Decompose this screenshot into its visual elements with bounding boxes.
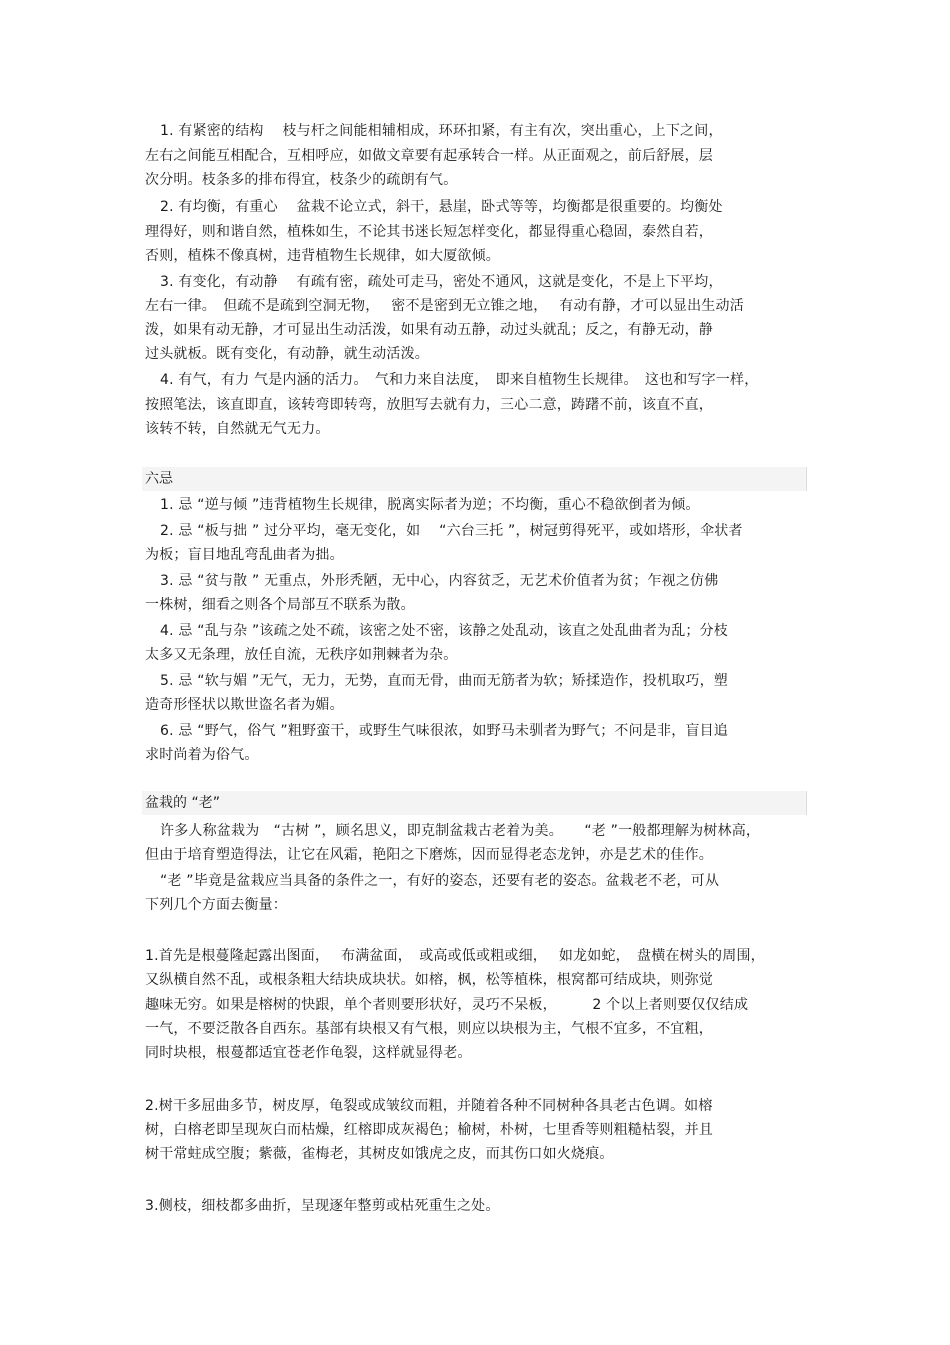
paragraph-line: 次分明。枝条多的排布得宜，枝条少的疏朗有气。 <box>145 172 458 188</box>
paragraph-line: 左右之间能互相配合，互相呼应，如做文章要有起承转合一样。从正面观之，前后舒展，层 <box>145 148 713 164</box>
paragraph-line: 1. 忌 “逆与倾 ”违背植物生长规律，脱离实际者为逆；不均衡，重心不稳欲倒者为倾。 <box>160 497 700 513</box>
paragraph-line: 2. 有均衡，有重心 盆栽不论立式，斜干，悬崖，卧式等等，均衡都是很重要的。均衡处 <box>160 199 723 215</box>
paragraph-line: 4. 有气，有力 气是内涵的活力。 气和力来自法度， 即来自植物生长规律。 这也和写字一样， <box>160 372 759 388</box>
paragraph-line: 但由于培育塑造得法，让它在风霜，艳阳之下磨炼，因而显得老态龙钟，亦是艺术的佳作。 <box>145 847 713 863</box>
paragraph-line: 为板；盲目地乱弯乱曲者为拙。 <box>145 547 344 563</box>
section-title: 六忌 <box>145 471 173 487</box>
paragraph-line: 又纵横自然不乱，或根条粗大结块成块状。如榕，枫，松等植株，根窝都可结成块，则弥觉 <box>145 972 713 988</box>
paragraph-line: 理得好，则和谐自然，植株如生，不论其书迷长短怎样变化，都显得重心稳固，泰然自若， <box>145 224 713 240</box>
paragraph-line: 3.侧枝，细枝都多曲折，呈现逐年整剪或枯死重生之处。 <box>145 1198 500 1214</box>
section-header-liuji <box>142 467 807 491</box>
paragraph-line: 太多又无条理，放任自流，无秩序如荆棘者为杂。 <box>145 647 458 663</box>
paragraph-line: 树干常蛀成空腹；紫薇，雀梅老，其树皮如饿虎之皮，而其伤口如火烧痕。 <box>145 1146 614 1162</box>
paragraph-line: 2. 忌 “板与拙 ” 过分平均，毫无变化，如 “六台三托 ”，树冠剪得死平，或如塔形，伞状者 <box>160 523 743 539</box>
paragraph-line: 4. 忌 “乱与杂 ”该疏之处不疏，该密之处不密，该静之处乱动，该直之处乱曲者为乱；分枝 <box>160 623 729 639</box>
paragraph-line: 一株树，细看之则各个局部互不联系为散。 <box>145 597 415 613</box>
paragraph-line: 该转不转，自然就无气无力。 <box>145 421 330 437</box>
paragraph-line: 否则，植株不像真树，违背植物生长规律，如大厦欲倾。 <box>145 248 500 264</box>
paragraph-line: 造奇形怪状以欺世盗名者为媚。 <box>145 697 344 713</box>
paragraph-line: 趣味无穷。如果是榕树的快跟，单个者则要形状好，灵巧不呆板， 2 个以上者则要仅仅结成 <box>145 997 749 1013</box>
paragraph-line: 泼，如果有动无静，才可显出生动活泼，如果有动五静，动过头就乱；反之，有静无动，静 <box>145 322 713 338</box>
section-header-lao <box>142 791 807 815</box>
paragraph-line: “老 ”毕竟是盆栽应当具备的条件之一，有好的姿态，还要有老的姿态。盆栽老不老，可从 <box>160 873 720 889</box>
paragraph-line: 一气，不要泛散各自西东。基部有块根又有气根，则应以块根为主，气根不宜多，不宜粗， <box>145 1021 713 1037</box>
paragraph-line: 许多人称盆栽为 “古树 ”，顾名思义，即克制盆栽古老着为美。 “老 ”一般都理解为树林高， <box>160 823 761 839</box>
paragraph-line: 2.树干多屈曲多节，树皮厚，龟裂或成皱纹而粗，并随着各种不同树种各具老古色调。如榕 <box>145 1098 713 1114</box>
paragraph-line: 下列几个方面去衡量： <box>145 897 287 913</box>
paragraph-line: 5. 忌 “软与媚 ”无气，无力，无势，直而无骨，曲而无筋者为软；矫揉造作，投机取巧，塑 <box>160 673 729 689</box>
paragraph-line: 按照笔法，该直即直，该转弯即转弯，放胆写去就有力，三心二意，踌躇不前，该直不直， <box>145 397 713 413</box>
paragraph-line: 3. 有变化，有动静 有疏有密，疏处可走马，密处不通风，这就是变化，不是上下平均， <box>160 274 723 290</box>
section-title: 盆栽的 “老” <box>145 795 220 811</box>
paragraph-line: 1. 有紧密的结构 枝与杆之间能相辅相成，环环扣紧，有主有次，突出重心，上下之间， <box>160 123 723 139</box>
paragraph-line: 同时块根，根蔓都适宜苍老作龟裂，这样就显得老。 <box>145 1045 472 1061</box>
paragraph-line: 树，白榕老即呈现灰白而枯燥，红榕即成灰褐色；榆树，朴树，七里香等则粗糙枯裂，并且 <box>145 1122 713 1138</box>
paragraph-line: 3. 忌 “贫与散 ” 无重点，外形秃陋，无中心，内容贫乏，无艺术价值者为贫；乍视之仿佛 <box>160 573 719 589</box>
paragraph-line: 6. 忌 “野气，俗气 ”粗野蛮干，或野生气味很浓，如野马未驯者为野气；不问是非，盲目追 <box>160 723 729 739</box>
paragraph-line: 左右一律。 但疏不是疏到空洞无物， 密不是密到无立锥之地， 有动有静，才可以显出生动活 <box>145 298 744 314</box>
paragraph-line: 过头就板。既有变化，有动静，就生动活泼。 <box>145 346 429 362</box>
paragraph-line: 求时尚着为俗气。 <box>145 747 259 763</box>
paragraph-line: 1.首先是根蔓隆起露出图面， 布满盆面， 或高或低或粗或细， 如龙如蛇， 盘横在树头的周围， <box>145 948 765 964</box>
